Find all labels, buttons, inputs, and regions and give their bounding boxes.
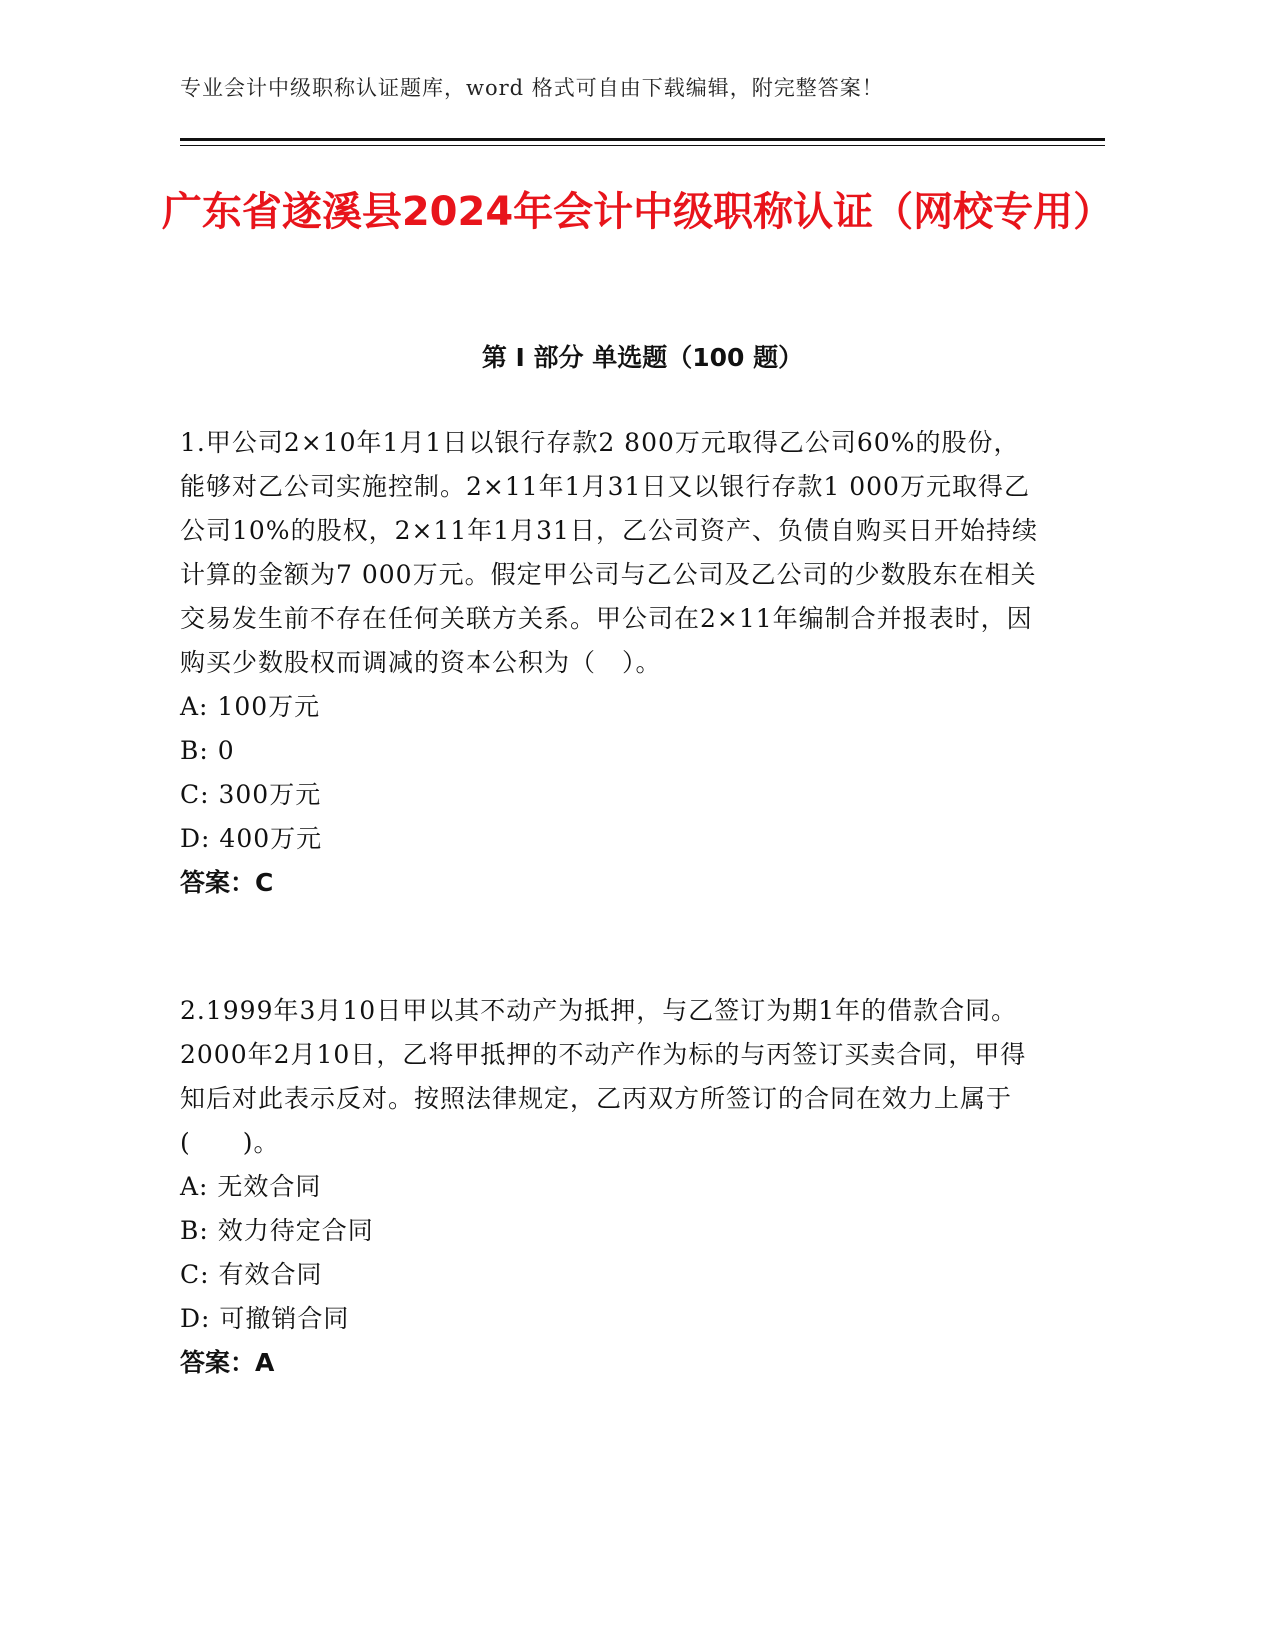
section-heading: 第 I 部分 单选题（100 题） [481, 343, 804, 372]
option-c: C: 300万元 [180, 780, 322, 809]
document-title: 广东省遂溪县2024年会计中级职称认证（网校专用） [161, 189, 1114, 235]
answer: 答案：C [180, 868, 274, 897]
option-b: B: 效力待定合同 [180, 1216, 374, 1245]
option-a: A: 无效合同 [180, 1172, 322, 1201]
question-stem: 1.甲公司2×10年1月1日以银行存款2 800万元取得乙公司60%的股份，能够对乙公司实施控制。2×11年1月31日又以银行存款1 000万元取得乙公司10%的股权，2×11年1月31日，乙公司资产、负债自购买日开始持续计算的金额为7 000万元。假定甲公司与乙公司及乙公司的少数股东在相关交易发生前不存在任何关联方关系。甲公司在2×11年编制合并报表时，因购买少数股权而调减的资本公积为（ ）。 [180, 428, 1038, 677]
option-c: C: 有效合同 [180, 1260, 323, 1289]
option-d: D: 400万元 [180, 824, 323, 853]
question-2 [180, 989, 1040, 1385]
question-stem: 2.1999年3月10日甲以其不动产为抵押，与乙签订为期1年的借款合同。2000年2月10日，乙将甲抵押的不动产作为标的与丙签订买卖合同，甲得知后对此表示反对。按照法律规定，乙丙双方所签订的合同在效力上属于( )。 [180, 996, 1027, 1157]
header-rule-thin [180, 145, 1105, 146]
option-d: D: 可撤销合同 [180, 1304, 350, 1333]
answer: 答案：A [180, 1348, 275, 1377]
header-note: 专业会计中级职称认证题库，word 格式可自由下载编辑，附完整答案！ [180, 76, 884, 100]
question-1 [180, 421, 1040, 905]
option-b: B: 0 [180, 736, 235, 765]
header-rule-thick [180, 138, 1105, 141]
option-a: A: 100万元 [180, 692, 321, 721]
